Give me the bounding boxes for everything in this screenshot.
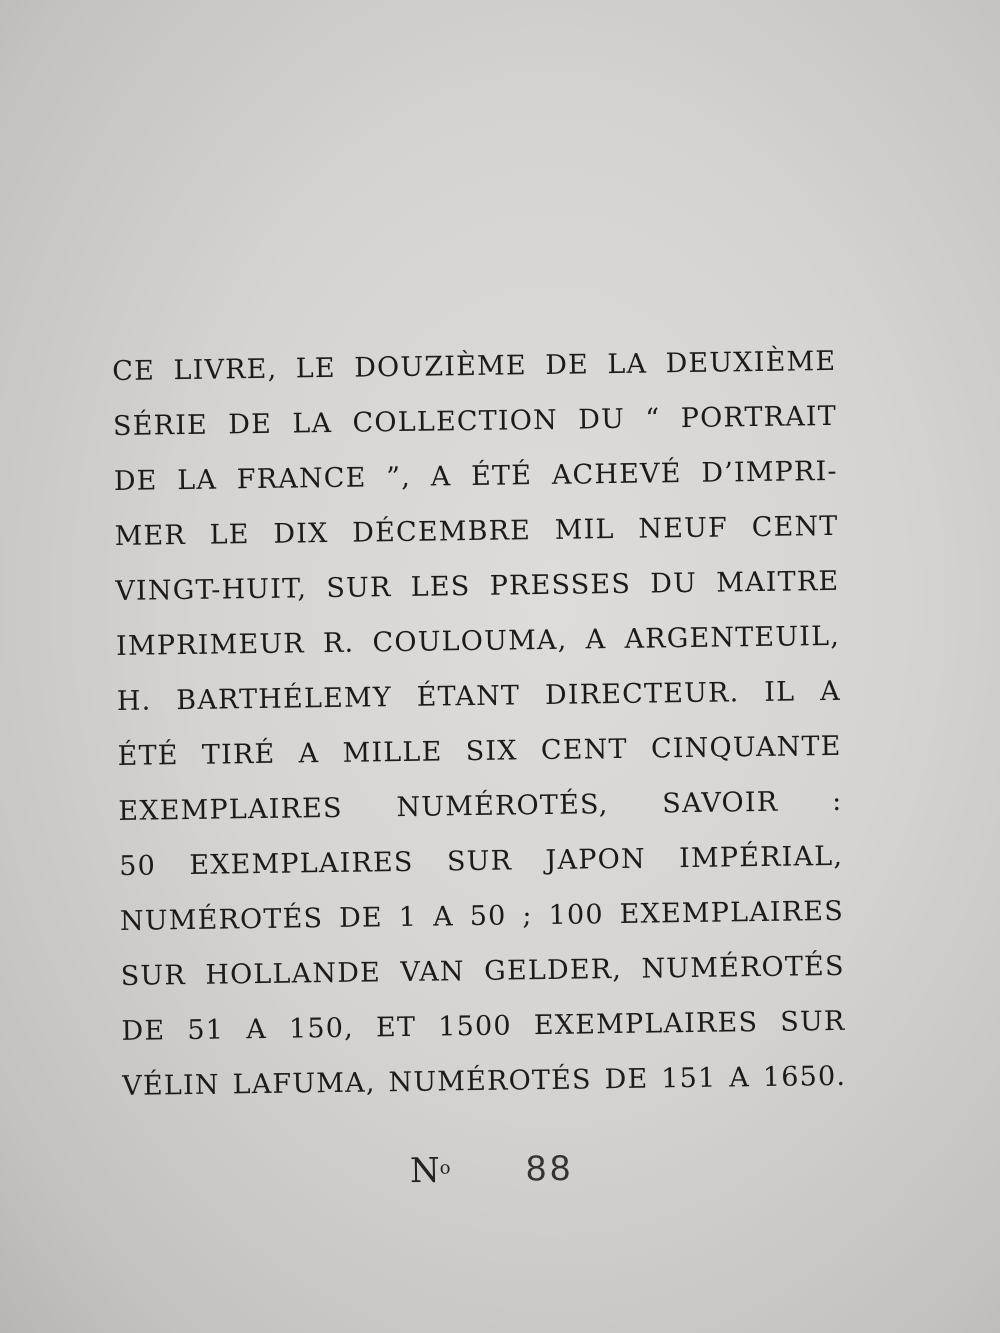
colophon-line: VINGT-HUIT, SUR LES PRESSES DU MAITRE (115, 565, 840, 607)
colophon-line: H. BARTHÉLEMY ÉTANT DIRECTEUR. IL A (116, 675, 842, 717)
colophon-text (112, 340, 847, 1120)
colophon-line: SÉRIE DE LA COLLECTION DU “ PORTRAIT (112, 400, 838, 442)
colophon-line: EXEMPLAIRES NUMÉROTÉS, SAVOIR : (118, 785, 843, 827)
number-label: $N^o$ (409, 1150, 451, 1192)
colophon-line: IMPRIMEUR R. COULOUMA, A ARGENTEUIL, (115, 620, 841, 662)
colophon-line: ÉTÉ TIRÉ A MILLE SIX CENT CINQUANTE (117, 730, 842, 772)
copy-number (410, 1147, 575, 1191)
colophon-line: NUMÉROTÉS DE 1 A 50 ; 100 EXEMPLAIRES (119, 895, 845, 937)
colophon-line: SUR HOLLANDE VAN GELDER, NUMÉROTÉS (120, 950, 845, 992)
number-value: 88 (525, 1146, 575, 1189)
colophon-line: CE LIVRE, LE DOUZIÈME DE LA DEUXIÈME (112, 345, 837, 387)
colophon-line: VÉLIN LAFUMA, NUMÉROTÉS DE 151 A 1650. (122, 1060, 847, 1102)
colophon-line: 50 EXEMPLAIRES SUR JAPON IMPÉRIAL, (118, 840, 844, 882)
colophon-line: DE 51 A 150, ET 1500 EXEMPLAIRES SUR (121, 1005, 846, 1047)
colophon-line: DE LA FRANCE ”, A ÉTÉ ACHEVÉ D’IMPRI- (113, 455, 838, 497)
colophon-line: MER LE DIX DÉCEMBRE MIL NEUF CENT (114, 510, 839, 552)
